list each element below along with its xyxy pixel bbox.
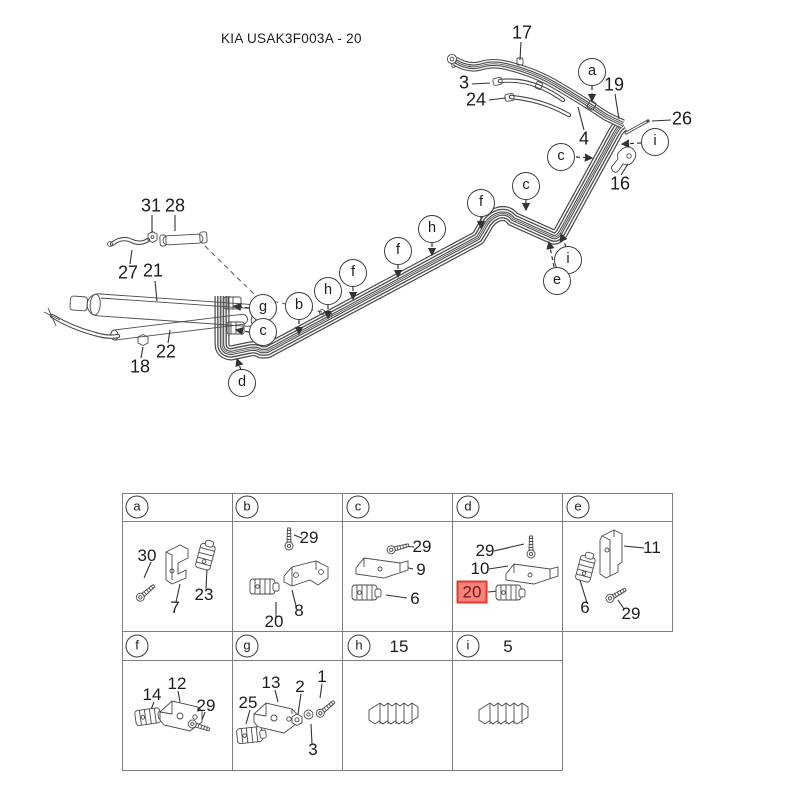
cell-f-part-29[interactable]: 29 <box>196 696 216 715</box>
cell-a-part-30[interactable]: 30 <box>137 546 157 565</box>
legend-cell-f[interactable] <box>122 632 232 770</box>
cell-d-part-29[interactable]: 29 <box>475 541 495 560</box>
cell-c-part-29[interactable]: 29 <box>412 537 432 556</box>
cell-g-part-1[interactable]: 1 <box>317 667 327 686</box>
part-label-26[interactable]: 26 <box>671 108 693 129</box>
legend-cell-e[interactable] <box>562 493 672 632</box>
cell-art-i <box>452 660 562 770</box>
cell-c-part-9[interactable]: 9 <box>416 560 426 579</box>
part-label-4[interactable]: 4 <box>578 128 590 149</box>
cell-g-part-13[interactable]: 13 <box>261 673 281 692</box>
callout-c-2: c <box>512 172 540 200</box>
cell-letter-a: a <box>126 496 149 519</box>
cell-art-d <box>452 522 562 632</box>
part-label-21[interactable]: 21 <box>142 260 164 281</box>
legend-cell-h[interactable] <box>342 632 452 770</box>
callout-b: b <box>285 292 313 320</box>
callout-h-2: h <box>314 277 342 305</box>
rear-assembly <box>44 232 332 346</box>
legend-cell-a[interactable] <box>122 493 232 632</box>
cell-e-part-6[interactable]: 6 <box>580 598 590 617</box>
callout-i-2: i <box>554 246 582 274</box>
part-label-31[interactable]: 31 <box>140 195 162 216</box>
legend-cell-c[interactable] <box>342 493 452 632</box>
cell-g-part-25[interactable]: 25 <box>238 693 258 712</box>
cell-letter-i: i <box>457 635 480 658</box>
callout-g: g <box>249 294 277 322</box>
part-label-28[interactable]: 28 <box>164 195 186 216</box>
callout-i-1: i <box>641 128 669 156</box>
legend-cell-d[interactable] <box>452 493 562 632</box>
part-label-27[interactable]: 27 <box>117 262 139 283</box>
cell-i-qty[interactable]: 5 <box>503 637 513 656</box>
cell-letter-d: d <box>457 496 480 519</box>
cell-f-part-12[interactable]: 12 <box>167 674 187 693</box>
cell-b-part-29[interactable]: 29 <box>299 528 319 547</box>
part-label-24[interactable]: 24 <box>465 89 487 110</box>
cell-letter-h: h <box>348 635 371 658</box>
cell-letter-g: g <box>236 635 259 658</box>
cell-g-part-3[interactable]: 3 <box>308 740 318 759</box>
cell-a-part-23[interactable]: 23 <box>194 585 214 604</box>
callout-a: a <box>578 58 606 86</box>
part-label-22[interactable]: 22 <box>155 341 177 362</box>
part-label-16[interactable]: 16 <box>609 173 631 194</box>
callout-c-3: c <box>249 318 277 346</box>
part-label-3[interactable]: 3 <box>458 72 470 93</box>
legend-cell-b[interactable] <box>232 493 342 632</box>
cell-e-part-29[interactable]: 29 <box>621 604 641 623</box>
cell-letter-f: f <box>126 635 149 658</box>
page-title: KIA USAK3F003A - 20 <box>221 31 362 46</box>
cell-h-qty[interactable]: 15 <box>389 637 409 656</box>
cell-letter-c: c <box>347 496 370 519</box>
part-label-17[interactable]: 17 <box>511 22 533 43</box>
callout-c-1: c <box>547 143 575 171</box>
callout-h-1: h <box>418 215 446 243</box>
callout-d: d <box>228 369 256 397</box>
legend-cell-g[interactable] <box>232 632 342 770</box>
cell-d-part-10[interactable]: 10 <box>470 559 490 578</box>
cell-b-part-8[interactable]: 8 <box>294 601 304 620</box>
part-label-19[interactable]: 19 <box>603 74 625 95</box>
cell-f-part-14[interactable]: 14 <box>142 685 162 704</box>
cell-b-part-20[interactable]: 20 <box>264 612 284 631</box>
callout-f-2: f <box>384 237 412 265</box>
cell-art-b <box>232 522 342 632</box>
callout-e: e <box>543 267 571 295</box>
part-label-18[interactable]: 18 <box>129 356 151 377</box>
cell-letter-b: b <box>236 496 259 519</box>
callout-f-1: f <box>467 189 495 217</box>
cell-a-part-7[interactable]: 7 <box>170 598 180 617</box>
label-leaders <box>130 42 671 358</box>
legend-table <box>122 493 673 771</box>
cell-letter-e: e <box>567 496 590 519</box>
cell-art-c <box>342 522 452 632</box>
legend-cell-i[interactable] <box>452 632 562 770</box>
cell-d-part-20-highlighted[interactable]: 20 <box>457 581 488 604</box>
cell-art-h <box>342 660 452 770</box>
cell-c-part-6[interactable]: 6 <box>410 589 420 608</box>
callout-f-3: f <box>339 259 367 287</box>
cell-g-part-2[interactable]: 2 <box>295 677 305 696</box>
cell-e-part-11[interactable]: 11 <box>643 538 661 557</box>
bracket-16 <box>612 147 636 173</box>
